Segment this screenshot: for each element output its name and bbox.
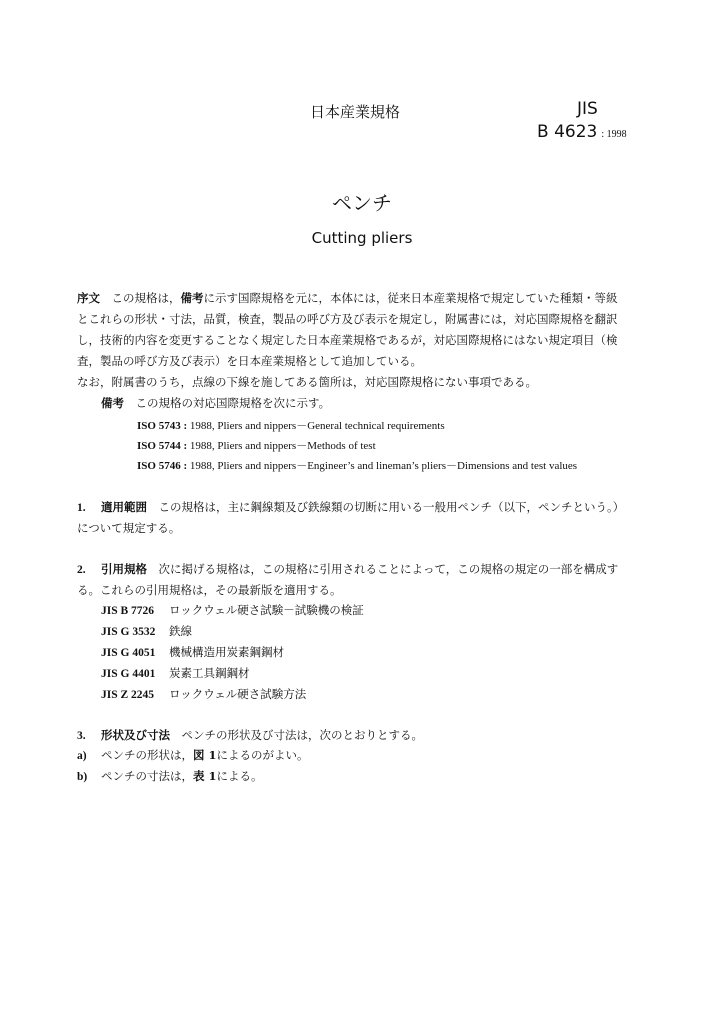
standard-name: 日本産業規格 [310,103,401,121]
section-text: ペンチの形状及び寸法は，次のとおりとする。 [181,728,423,742]
list-item-text: による。 [216,769,263,783]
iso-title: 1988, Pliers and nippers－General technical requirements [187,420,445,432]
section-number: 1. [77,502,86,514]
standard-year: : 1998 [601,129,627,140]
section-1-line-2: について規定する。 [77,521,181,535]
remark-label: 備考 [101,396,124,410]
jis-title: 炭素工具鋼鋼材 [169,666,250,680]
jis-title: ロックウェル硬さ試験方法 [169,687,307,701]
iso-code: ISO 5743 : [137,420,188,432]
table-reference: 表 1 [193,769,217,783]
iso-title: 1988, Pliers and nippers－Methods of test [187,440,376,452]
iso-reference [137,417,445,433]
standard-number-value: B 4623 [537,122,598,142]
preface-line-2: とこれらの形状・寸法，品質，検査，製品の呼び方及び表示を規定し，附属書には，対応国際規格を翻訳 [77,312,618,326]
list-item [77,768,263,784]
list-item-text: によるのがよい。 [216,748,309,762]
section-text: 次に掲げる規格は，この規格に引用されることによって，この規格の規定の一部を構成す [158,562,619,576]
list-item-label: a) [77,750,87,762]
section-number: 3. [77,730,86,742]
section-text: この規格は，主に鋼線類及び鉄線類の切断に用いる一般用ペンチ（以下，ペンチという。） [158,500,625,514]
jis-code: JIS G 4401 [101,668,156,680]
section-3-line-1 [77,725,652,747]
section-1-line-1 [77,497,652,519]
jis-title: 鉄線 [169,624,192,638]
section-heading: 形状及び寸法 [101,728,170,742]
section-number: 2. [77,564,86,576]
iso-code: ISO 5744 : [137,440,188,452]
jis-title: ロックウェル硬さ試験－試験機の検証 [169,603,364,617]
preface-line-4: 査，製品の呼び方及び表示）を日本産業規格として追加している。 [77,354,422,368]
list-item-text: ペンチの寸法は， [101,769,193,783]
preface-text: この規格は， [111,291,181,305]
section-2-line-2: る。これらの引用規格は，その最新版を適用する。 [77,583,342,597]
section-heading: 適用範囲 [101,500,147,514]
list-item [77,747,309,763]
preface-remark-ref: 備考 [180,291,204,305]
jis-code: JIS B 7726 [101,605,155,617]
title-english: Cutting pliers [311,229,413,247]
preface-line-3: し，技術的内容を変更することなく規定した日本産業規格であるが，対応国際規格にはない規定項目（検 [77,333,618,347]
section-2-line-1 [77,559,652,581]
jis-label: JIS [577,99,598,119]
list-item-label: b) [77,771,88,783]
jis-code: JIS G 4051 [101,647,156,659]
jis-reference [101,665,250,681]
jis-code: JIS Z 2245 [101,689,155,701]
iso-code: ISO 5746 : [137,460,188,472]
list-item-text: ペンチの形状は， [101,748,193,762]
remark [101,395,330,411]
iso-reference [137,437,376,453]
iso-title: 1988, Pliers and nippers－Engineer’s and lineman’s pliers－Dimensions and test values [187,460,578,472]
remark-text: この規格の対応国際規格を次に示す。 [135,396,331,410]
jis-reference [101,623,192,639]
title-japanese: ペンチ [332,191,392,215]
section-heading: 引用規格 [101,562,147,576]
figure-reference: 図 1 [193,748,217,762]
preface-line-1 [77,288,652,309]
jis-code: JIS G 3532 [101,626,156,638]
standard-number [537,122,627,142]
jis-reference [101,686,306,702]
preface-line-5: なお，附属書のうち，点線の下線を施してある箇所は，対応国際規格にない事項である。 [77,375,537,389]
iso-reference [137,457,577,473]
preface-text: に示す国際規格を元に，本体には，従来日本産業規格で規定していた種類・等級 [203,291,618,305]
preface-label: 序文 [77,291,100,305]
jis-reference [101,602,364,618]
jis-title: 機械構造用炭素鋼鋼材 [169,645,284,659]
jis-reference [101,644,284,660]
